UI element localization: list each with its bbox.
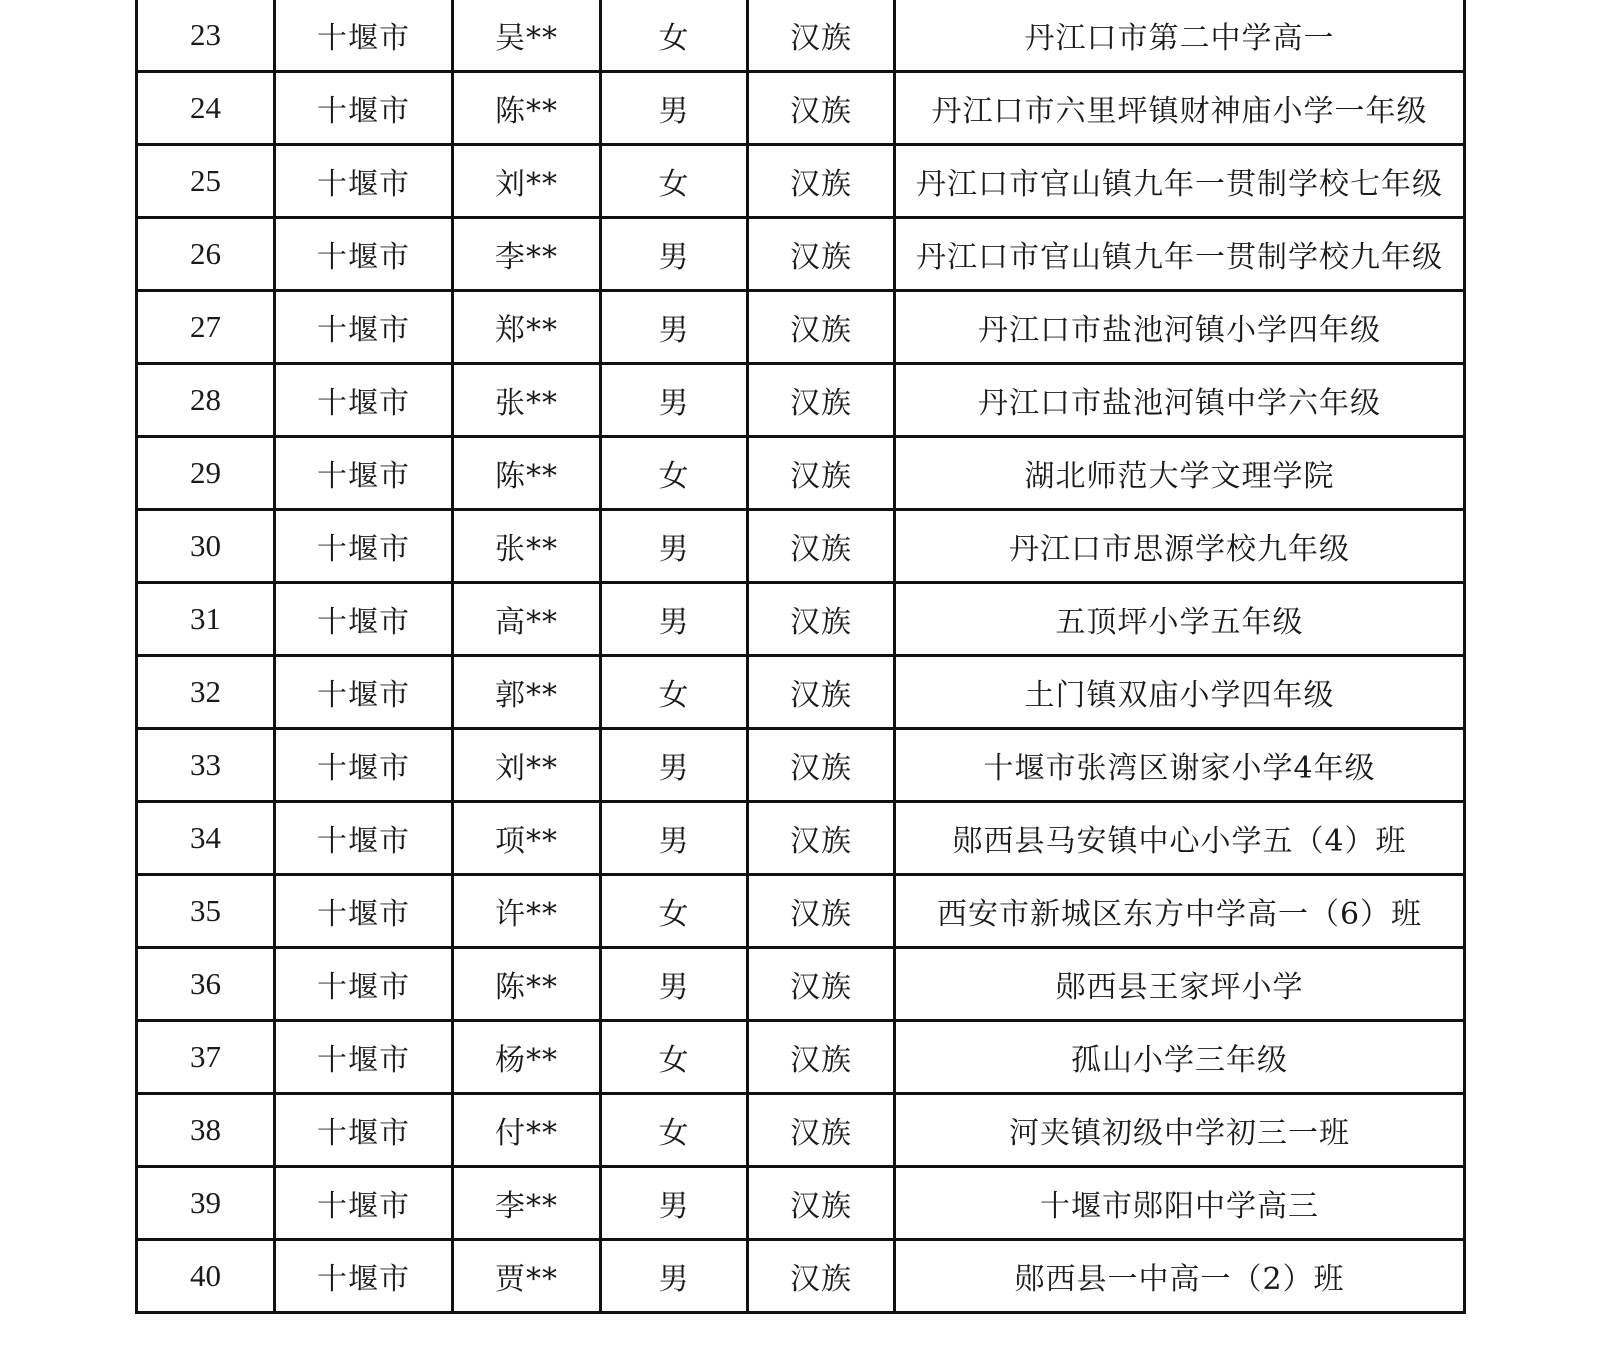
- sex-cell: 女: [601, 145, 748, 218]
- school-cell: 丹江口市六里坪镇财神庙小学一年级: [895, 72, 1465, 145]
- row-number-cell: 31: [137, 583, 275, 656]
- table-row: [137, 364, 1465, 437]
- city-cell: 十堰市: [275, 656, 453, 729]
- row-number-cell: 40: [137, 1240, 275, 1313]
- name-cell: 陈**: [453, 948, 601, 1021]
- school-cell: 湖北师范大学文理学院: [895, 437, 1465, 510]
- sex-cell: 女: [601, 437, 748, 510]
- name-cell: 郭**: [453, 656, 601, 729]
- ethnicity-cell: 汉族: [748, 145, 895, 218]
- table-row: [137, 1094, 1465, 1167]
- city-cell: 十堰市: [275, 583, 453, 656]
- sex-cell: 男: [601, 802, 748, 875]
- sex-cell: 男: [601, 218, 748, 291]
- school-cell: 郧西县马安镇中心小学五（4）班: [895, 802, 1465, 875]
- city-cell: 十堰市: [275, 802, 453, 875]
- school-cell: 郧西县王家坪小学: [895, 948, 1465, 1021]
- city-cell: 十堰市: [275, 364, 453, 437]
- ethnicity-cell: 汉族: [748, 656, 895, 729]
- name-cell: 李**: [453, 1167, 601, 1240]
- ethnicity-cell: 汉族: [748, 729, 895, 802]
- school-cell: 河夹镇初级中学初三一班: [895, 1094, 1465, 1167]
- table-row: [137, 72, 1465, 145]
- name-cell: 张**: [453, 364, 601, 437]
- row-number-cell: 27: [137, 291, 275, 364]
- city-cell: 十堰市: [275, 0, 453, 72]
- table-row: [137, 583, 1465, 656]
- student-list-table-container: [135, 0, 1463, 1314]
- table-row: [137, 1240, 1465, 1313]
- city-cell: 十堰市: [275, 1094, 453, 1167]
- ethnicity-cell: 汉族: [748, 437, 895, 510]
- ethnicity-cell: 汉族: [748, 0, 895, 72]
- city-cell: 十堰市: [275, 729, 453, 802]
- city-cell: 十堰市: [275, 1167, 453, 1240]
- sex-cell: 女: [601, 1094, 748, 1167]
- city-cell: 十堰市: [275, 875, 453, 948]
- sex-cell: 女: [601, 875, 748, 948]
- table-row: [137, 875, 1465, 948]
- ethnicity-cell: 汉族: [748, 1021, 895, 1094]
- table-row: [137, 145, 1465, 218]
- school-cell: 丹江口市思源学校九年级: [895, 510, 1465, 583]
- name-cell: 付**: [453, 1094, 601, 1167]
- school-cell: 土门镇双庙小学四年级: [895, 656, 1465, 729]
- table-row: [137, 729, 1465, 802]
- name-cell: 陈**: [453, 437, 601, 510]
- ethnicity-cell: 汉族: [748, 291, 895, 364]
- row-number-cell: 26: [137, 218, 275, 291]
- name-cell: 贾**: [453, 1240, 601, 1313]
- name-cell: 刘**: [453, 729, 601, 802]
- table-row: [137, 437, 1465, 510]
- name-cell: 吴**: [453, 0, 601, 72]
- ethnicity-cell: 汉族: [748, 1167, 895, 1240]
- row-number-cell: 25: [137, 145, 275, 218]
- city-cell: 十堰市: [275, 145, 453, 218]
- school-cell: 十堰市郧阳中学高三: [895, 1167, 1465, 1240]
- name-cell: 许**: [453, 875, 601, 948]
- sex-cell: 男: [601, 510, 748, 583]
- row-number-cell: 32: [137, 656, 275, 729]
- sex-cell: 女: [601, 0, 748, 72]
- row-number-cell: 30: [137, 510, 275, 583]
- sex-cell: 男: [601, 729, 748, 802]
- name-cell: 杨**: [453, 1021, 601, 1094]
- school-cell: 郧西县一中高一（2）班: [895, 1240, 1465, 1313]
- table-row: [137, 218, 1465, 291]
- table-row: [137, 1167, 1465, 1240]
- row-number-cell: 24: [137, 72, 275, 145]
- sex-cell: 男: [601, 583, 748, 656]
- school-cell: 孤山小学三年级: [895, 1021, 1465, 1094]
- table-row: [137, 948, 1465, 1021]
- city-cell: 十堰市: [275, 72, 453, 145]
- ethnicity-cell: 汉族: [748, 583, 895, 656]
- city-cell: 十堰市: [275, 218, 453, 291]
- row-number-cell: 33: [137, 729, 275, 802]
- name-cell: 郑**: [453, 291, 601, 364]
- sex-cell: 男: [601, 1240, 748, 1313]
- school-cell: 丹江口市第二中学高一: [895, 0, 1465, 72]
- sex-cell: 男: [601, 1167, 748, 1240]
- student-list-table: [135, 0, 1466, 1314]
- row-number-cell: 35: [137, 875, 275, 948]
- sex-cell: 男: [601, 364, 748, 437]
- city-cell: 十堰市: [275, 510, 453, 583]
- row-number-cell: 23: [137, 0, 275, 72]
- school-cell: 丹江口市官山镇九年一贯制学校七年级: [895, 145, 1465, 218]
- ethnicity-cell: 汉族: [748, 1094, 895, 1167]
- ethnicity-cell: 汉族: [748, 218, 895, 291]
- sex-cell: 男: [601, 948, 748, 1021]
- city-cell: 十堰市: [275, 291, 453, 364]
- row-number-cell: 34: [137, 802, 275, 875]
- school-cell: 五顶坪小学五年级: [895, 583, 1465, 656]
- table-row: [137, 0, 1465, 72]
- name-cell: 李**: [453, 218, 601, 291]
- city-cell: 十堰市: [275, 1240, 453, 1313]
- row-number-cell: 29: [137, 437, 275, 510]
- ethnicity-cell: 汉族: [748, 802, 895, 875]
- table-row: [137, 291, 1465, 364]
- name-cell: 刘**: [453, 145, 601, 218]
- row-number-cell: 38: [137, 1094, 275, 1167]
- name-cell: 项**: [453, 802, 601, 875]
- school-cell: 丹江口市盐池河镇小学四年级: [895, 291, 1465, 364]
- row-number-cell: 36: [137, 948, 275, 1021]
- ethnicity-cell: 汉族: [748, 72, 895, 145]
- city-cell: 十堰市: [275, 1021, 453, 1094]
- ethnicity-cell: 汉族: [748, 1240, 895, 1313]
- school-cell: 丹江口市盐池河镇中学六年级: [895, 364, 1465, 437]
- ethnicity-cell: 汉族: [748, 510, 895, 583]
- school-cell: 丹江口市官山镇九年一贯制学校九年级: [895, 218, 1465, 291]
- sex-cell: 男: [601, 72, 748, 145]
- ethnicity-cell: 汉族: [748, 948, 895, 1021]
- table-row: [137, 802, 1465, 875]
- name-cell: 陈**: [453, 72, 601, 145]
- sex-cell: 女: [601, 656, 748, 729]
- row-number-cell: 28: [137, 364, 275, 437]
- row-number-cell: 39: [137, 1167, 275, 1240]
- table-row: [137, 510, 1465, 583]
- table-body: [137, 0, 1465, 1313]
- school-cell: 十堰市张湾区谢家小学4年级: [895, 729, 1465, 802]
- table-row: [137, 656, 1465, 729]
- sex-cell: 女: [601, 1021, 748, 1094]
- school-cell: 西安市新城区东方中学高一（6）班: [895, 875, 1465, 948]
- city-cell: 十堰市: [275, 948, 453, 1021]
- city-cell: 十堰市: [275, 437, 453, 510]
- name-cell: 张**: [453, 510, 601, 583]
- row-number-cell: 37: [137, 1021, 275, 1094]
- name-cell: 高**: [453, 583, 601, 656]
- table-row: [137, 1021, 1465, 1094]
- sex-cell: 男: [601, 291, 748, 364]
- ethnicity-cell: 汉族: [748, 364, 895, 437]
- ethnicity-cell: 汉族: [748, 875, 895, 948]
